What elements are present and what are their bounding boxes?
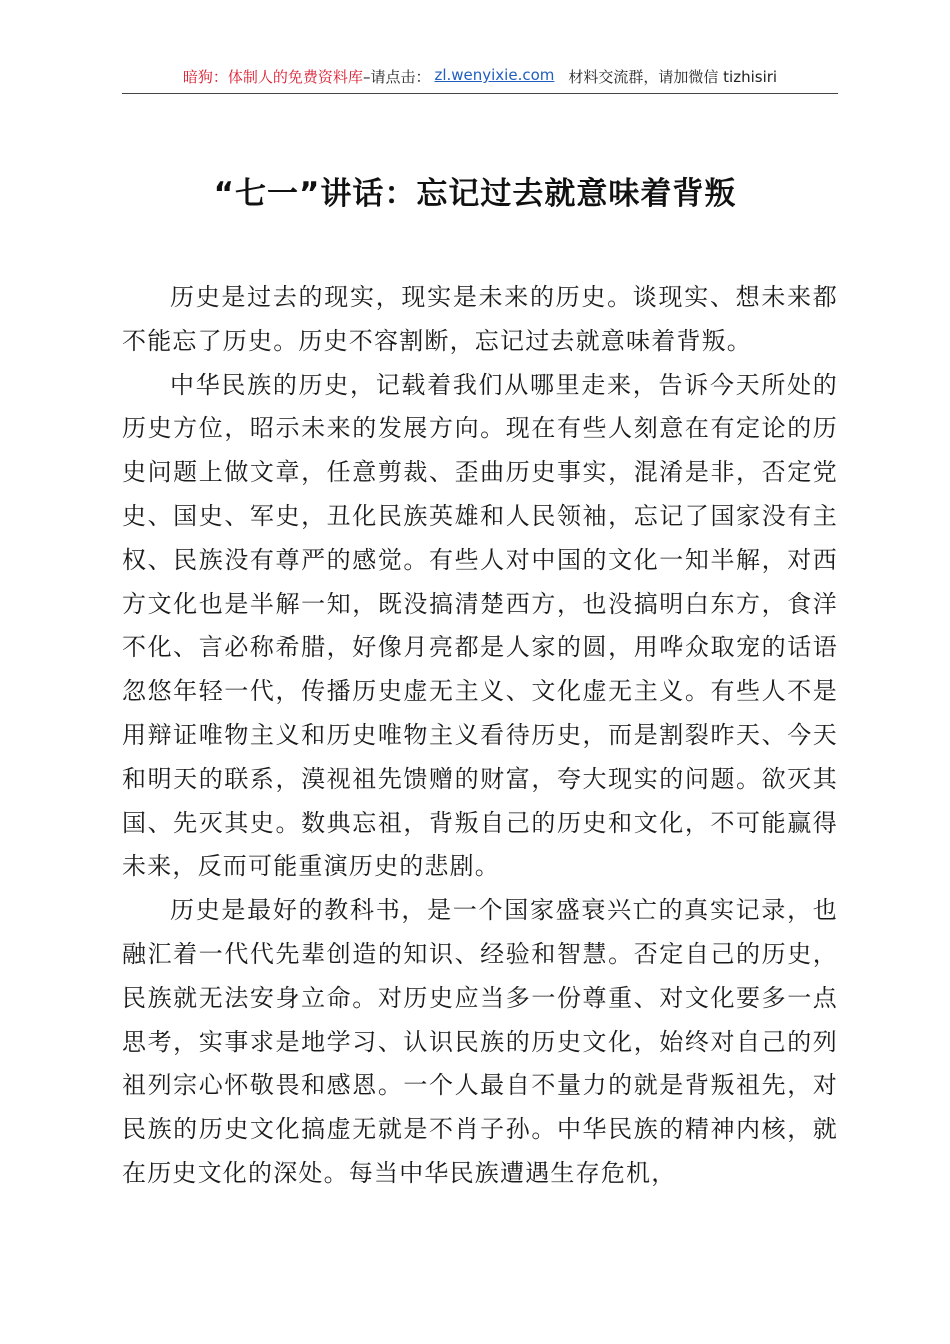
header-promo-text: 暗狗：体制人的免费资料库: [182, 68, 363, 86]
article-title: “七一”讲话：忘记过去就意味着背叛: [213, 176, 737, 212]
header-click-prompt: –请点击：: [362, 68, 431, 86]
paragraph-1: 历史是过去的现实，现实是未来的历史。谈现实、想未来都不能忘了历史。历史不容割断，忘记过去就意味着背叛。: [122, 283, 838, 355]
article-body: [122, 276, 838, 1196]
header-website-link[interactable]: zl.wenyixie.com: [434, 66, 555, 84]
paragraph-3: 历史是最好的教科书，是一个国家盛衰兴亡的真实记录，也融汇着一代代先辈创造的知识、经验和智慧。否定自己的历史，民族就无法安身立命。对历史应当多一份尊重、对文化要多一点思考，实事求是地学习、认识民族的历史文化，始终对自己的列祖列宗心怀敬畏和感恩。一个人最自不量力的就是背叛祖先，对民族的历史文化搞虚无就是不肖子孙。中华民族的精神内核，就在历史文化的深处。每当中华民族遭遇生存危机，: [122, 896, 838, 1187]
header-wechat-note: 材料交流群，请加微信 tizhisiri: [568, 68, 778, 86]
page-header: [122, 66, 838, 94]
paragraph-2: 中华民族的历史，记载着我们从哪里走来，告诉今天所处的历史方位，昭示未来的发展方向。现在有些人刻意在有定论的历史问题上做文章，任意剪裁、歪曲历史事实，混淆是非，否定党史、国史、军史，丑化民族英雄和人民领袖，忘记了国家没有主权、民族没有尊严的感觉。有些人对中国的文化一知半解，对西方文化也是半解一知，既没搞清楚西方，也没搞明白东方，食洋不化、言必称希腊，好像月亮都是人家的圆，用哗众取宠的话语忽悠年轻一代，传播历史虚无主义、文化虚无主义。有些人不是用辩证唯物主义和历史唯物主义看待历史，而是割裂昨天、今天和明天的联系，漠视祖先馈赠的财富，夸大现实的问题。欲灭其国、先灭其史。数典忘祖，背叛自己的历史和文化，不可能赢得未来，反而可能重演历史的悲剧。: [122, 370, 838, 881]
